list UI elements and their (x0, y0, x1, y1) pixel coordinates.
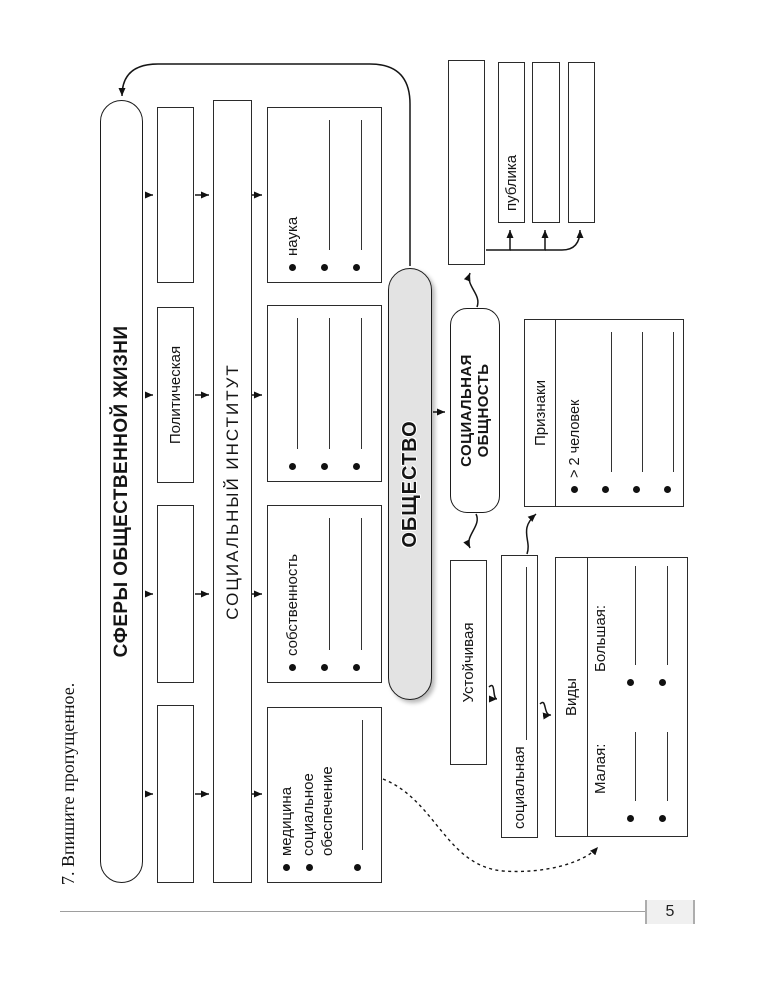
bullet-dot-icon (571, 486, 578, 493)
arrow-socialnaya-to-vidy (540, 702, 551, 715)
community-label-line2: ОБЩНОСТЬ (475, 363, 492, 458)
task-title: 7. Впишите пропущенное. (58, 682, 78, 885)
bullet-dot-icon (289, 264, 296, 271)
priznaki-header (525, 320, 556, 506)
blank-line (624, 566, 636, 665)
institute-label: СОЦИАЛЬНЫЙ ИНСТИТУТ (222, 363, 242, 620)
bullet-dot-icon (289, 463, 296, 470)
spheres-pill-label: СФЕРЫ ОБЩЕСТВЕННОЙ ЖИЗНИ (110, 325, 132, 658)
blank-line (351, 720, 363, 850)
list-item (308, 316, 340, 470)
blank-line (286, 318, 298, 449)
list-item (308, 516, 340, 671)
publika-box (498, 62, 525, 223)
sphere-box-blank-1 (157, 705, 194, 883)
blank-line (350, 518, 362, 650)
blank-line (350, 120, 362, 250)
list-item (276, 516, 308, 671)
bullet-dot-icon (659, 815, 666, 822)
bullet-dot-icon (321, 463, 328, 470)
detail-box-blank (267, 305, 382, 482)
bullet-dot-icon (321, 664, 328, 671)
bullet-dot-icon (353, 664, 360, 671)
bullet-dot-icon (664, 486, 671, 493)
arrow-ustoychivaya-to-socialnaya (489, 685, 497, 699)
vidy-small-group (592, 730, 678, 822)
footer-rule (60, 911, 645, 912)
vidy-header (556, 558, 588, 836)
list-item (614, 564, 646, 686)
list-item (614, 730, 646, 822)
blank-line (662, 332, 674, 472)
bullet-dot-icon (659, 679, 666, 686)
political-label: Политическая (167, 345, 184, 445)
bullet-dot-icon (353, 264, 360, 271)
detail-box-medicine (267, 707, 382, 883)
list-item (559, 330, 590, 493)
bullet-dot-icon (627, 679, 634, 686)
blank-line (656, 566, 668, 665)
arrow-community-to-publika (469, 273, 478, 307)
bullet-dot-icon (283, 864, 290, 871)
blank-line (631, 332, 643, 472)
vidy-small-label: Малая: (592, 743, 609, 794)
list-item (340, 118, 372, 271)
sphere-box-blank-2 (157, 505, 194, 683)
bullet-dot-icon (354, 864, 361, 871)
bullet-dot-icon (306, 864, 313, 871)
bullet-dot-icon (627, 815, 634, 822)
medicine-item-2: социальное обеспечение (300, 766, 337, 856)
arrow-publika-branch2 (510, 230, 545, 250)
publika-box-blank-1 (532, 62, 560, 223)
bullet-dot-icon (353, 463, 360, 470)
list-item (590, 330, 621, 493)
arrow-publika-branch1 (486, 230, 510, 250)
list-item (646, 564, 678, 686)
publika-parent-box-blank (448, 60, 485, 265)
list-item (652, 330, 683, 493)
socialnaya-box (501, 555, 538, 838)
priznaki-item-1: > 2 человек (566, 399, 583, 478)
ustoychivaya-box (450, 560, 487, 765)
socialnaya-label: социальная (511, 746, 528, 829)
priznaki-box (524, 319, 684, 507)
community-label-line1: СОЦИАЛЬНАЯ (458, 354, 475, 467)
priznaki-items (556, 320, 687, 506)
society-label: ОБЩЕСТВО (398, 420, 421, 548)
arrow-community-to-ustoychivaya (469, 514, 477, 548)
society-pill (388, 268, 432, 700)
institute-bar (213, 100, 252, 883)
list-item (621, 330, 652, 493)
list-item (646, 730, 678, 822)
spheres-pill (100, 100, 143, 883)
arrow-publika-branch3 (545, 230, 580, 250)
blank-line (318, 318, 330, 449)
blank-line (656, 732, 668, 801)
blank-line (350, 318, 362, 449)
publika-box-blank-2 (568, 62, 595, 223)
medicine-item-1: медицина (278, 786, 296, 856)
blank-line (624, 732, 636, 801)
bullet-dot-icon (602, 486, 609, 493)
bullet-dot-icon (633, 486, 640, 493)
list-item (340, 316, 372, 470)
page-number-chip (645, 900, 695, 924)
blank-line (318, 518, 330, 650)
list-item (276, 118, 308, 271)
blank-line (318, 120, 330, 250)
list-item (340, 516, 372, 671)
list-item (299, 718, 342, 871)
bullet-dot-icon (289, 664, 296, 671)
community-pill (450, 308, 500, 513)
property-item-1: собственность (283, 553, 301, 656)
detail-box-science (267, 107, 382, 283)
arrow-socialnaya-to-priznaki (526, 514, 536, 554)
priznaki-header-label: Признаки (531, 380, 549, 446)
blank-line (600, 332, 612, 472)
vidy-big-label: Большая: (592, 604, 609, 672)
vidy-big-group (592, 564, 678, 686)
list-item (274, 718, 299, 871)
list-item (342, 718, 373, 871)
list-item (308, 118, 340, 271)
vidy-box (555, 557, 688, 837)
sphere-box-blank-3 (157, 107, 194, 283)
science-item-1: наука (283, 216, 301, 256)
page-number: 5 (665, 903, 675, 920)
blank-line (513, 567, 527, 740)
sphere-box-political (157, 307, 194, 483)
publika-label: публика (503, 154, 520, 211)
vidy-header-label: Виды (563, 678, 580, 716)
bullet-dot-icon (321, 264, 328, 271)
ustoychivaya-label: Устойчивая (460, 622, 477, 703)
detail-box-property (267, 505, 382, 683)
list-item (276, 316, 308, 470)
